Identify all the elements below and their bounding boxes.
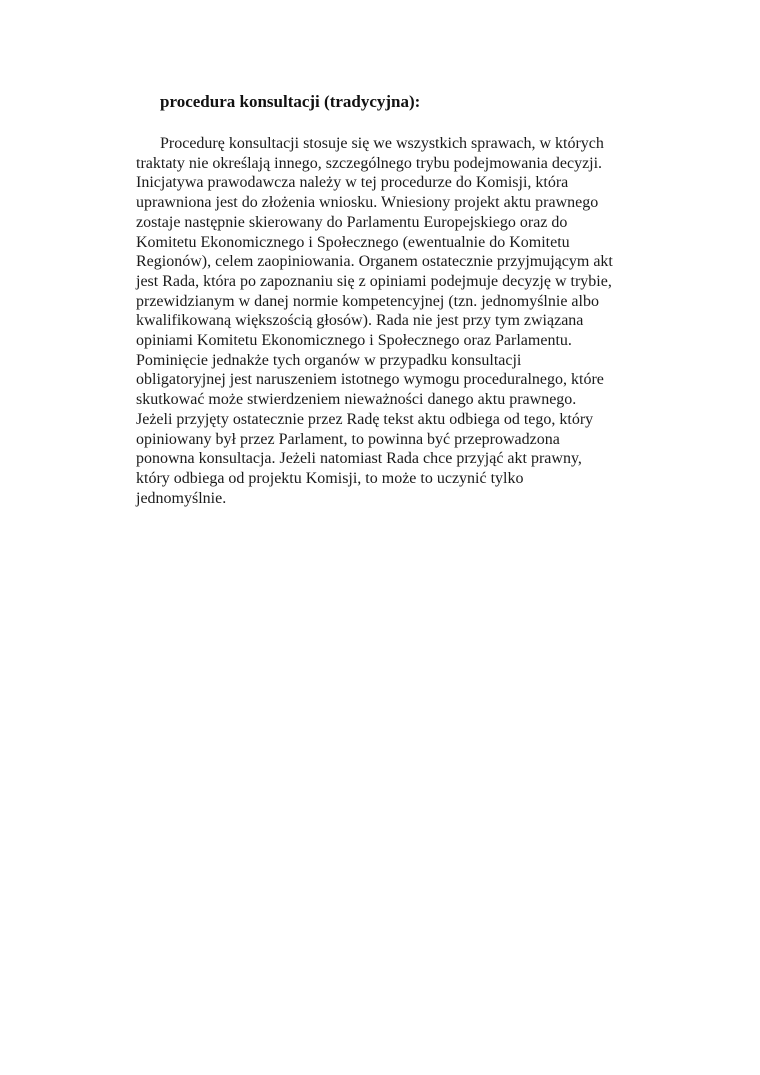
paragraph-line: który odbiega od projektu Komisji, to może to uczynić tylko xyxy=(136,469,524,487)
paragraph-line: jednomyślnie. xyxy=(136,489,227,507)
paragraph-line: skutkować może stwierdzeniem nieważności danego aktu prawnego. xyxy=(136,391,577,409)
paragraph-line: Jeżeli przyjęty ostatecznie przez Radę tekst aktu odbiega od tego, który xyxy=(136,410,594,428)
body-paragraph xyxy=(136,134,656,508)
paragraph-line: Regionów), celem zaopiniowania. Organem ostatecznie przyjmującym akt xyxy=(136,253,613,271)
section-heading: procedura konsultacji (tradycyjna): xyxy=(160,92,421,111)
paragraph-line: kwalifikowaną większością głosów). Rada nie jest przy tym związana xyxy=(136,312,584,330)
paragraph-line: uprawniona jest do złożenia wniosku. Wniesiony projekt aktu prawnego xyxy=(136,194,599,212)
paragraph-line: Inicjatywa prawodawcza należy w tej procedurze do Komisji, która xyxy=(136,174,569,192)
paragraph-line: ponowna konsultacja. Jeżeli natomiast Rada chce przyjąć akt prawny, xyxy=(136,450,582,468)
paragraph-line: Pominięcie jednakże tych organów w przypadku konsultacji xyxy=(136,351,522,369)
paragraph-line: opiniowany był przez Parlament, to powinna być przeprowadzona xyxy=(136,430,560,448)
paragraph-line: jest Rada, która po zapoznaniu się z opiniami podejmuje decyzję w trybie, xyxy=(136,272,612,290)
paragraph-line: opiniami Komitetu Ekonomicznego i Społecznego oraz Parlamentu. xyxy=(136,332,572,350)
paragraph-line: obligatoryjnej jest naruszeniem istotnego wymogu proceduralnego, które xyxy=(136,371,604,389)
paragraph-line: traktaty nie określają innego, szczególnego trybu podejmowania decyzji. xyxy=(136,154,603,172)
paragraph-line: przewidzianym w danej normie kompetencyjnej (tzn. jednomyślnie albo xyxy=(136,292,599,310)
paragraph-line: zostaje następnie skierowany do Parlamentu Europejskiego oraz do xyxy=(136,213,568,231)
paragraph-line: Procedurę konsultacji stosuje się we wszystkich sprawach, w których xyxy=(160,135,604,152)
paragraph-line: Komitetu Ekonomicznego i Społecznego (ewentualnie do Komitetu xyxy=(136,233,570,251)
